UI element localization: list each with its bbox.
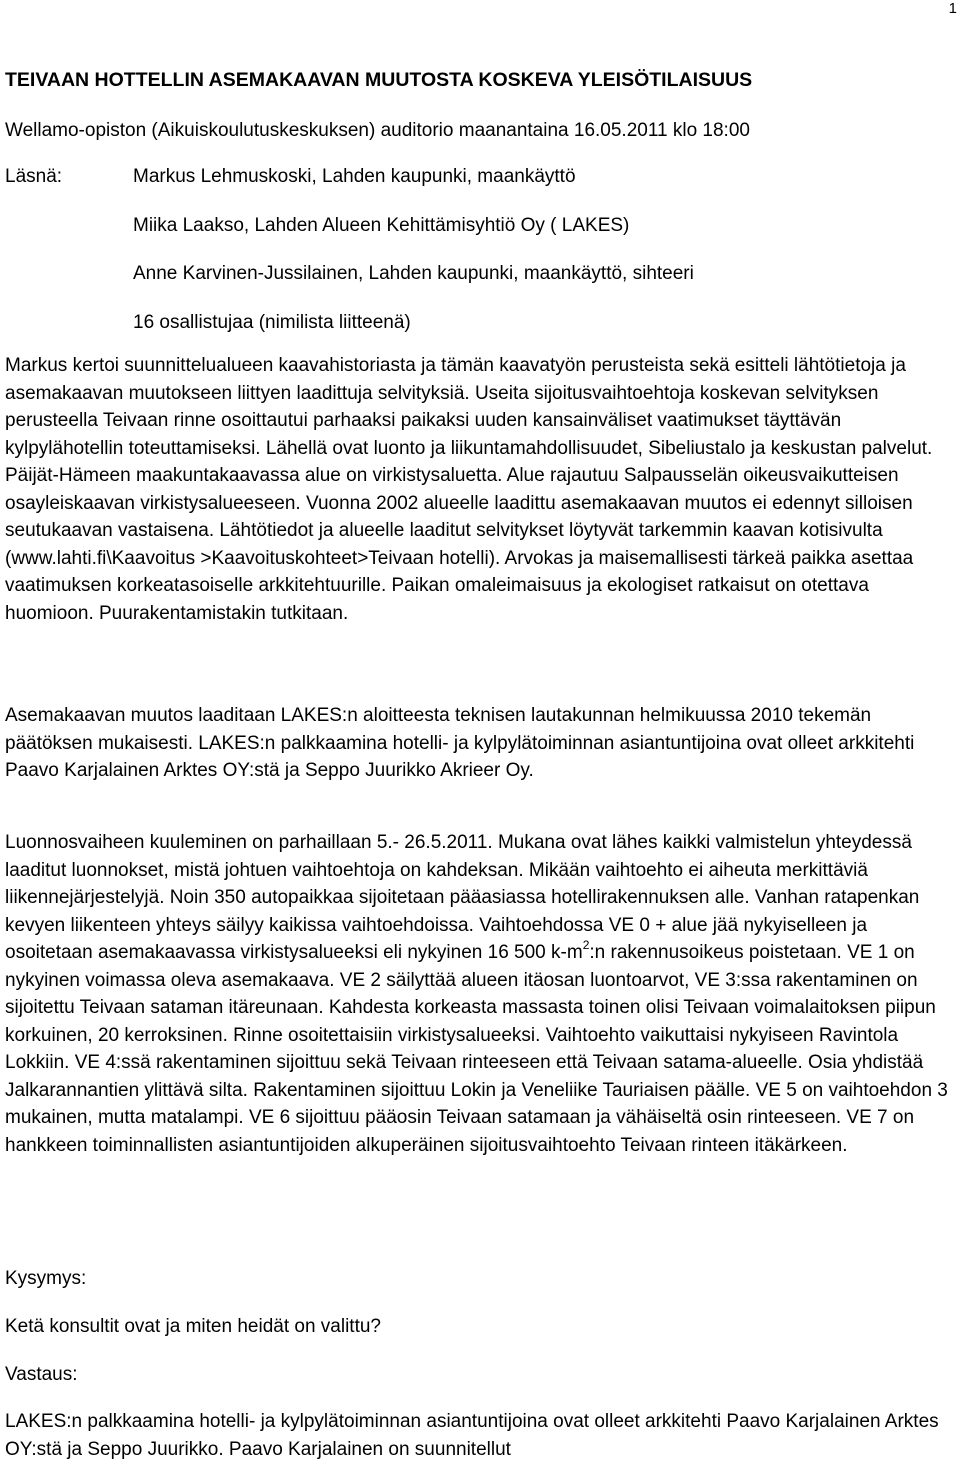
present-label: Läsnä: (5, 166, 63, 187)
answer-text: LAKES:n palkkaamina hotelli- ja kylpylätoiminnan asiantuntijoina ovat olleet arkkitehti Paavo Karjalainen Arktes OY:stä ja Seppo Juurikko. Paavo Karjalainen on suunnitellut (5, 1411, 939, 1460)
page-number: 1 (948, 0, 957, 17)
attendee-item: Anne Karvinen-Jussilainen, Lahden kaupunki, maankäyttö, sihteeri (133, 263, 694, 284)
paragraph-alternatives (5, 829, 953, 1159)
attendee-list (133, 163, 694, 357)
question-text: Ketä konsultit ovat ja miten heidät on valittu? (5, 1316, 382, 1337)
attendee-item: 16 osallistujaa (nimilista liitteenä) (133, 311, 411, 333)
question-label: Kysymys: (5, 1268, 87, 1289)
square-superscript: 2 (582, 937, 590, 952)
paragraph-alternatives-text-1: Luonnosvaiheen kuuleminen on parhaillaan 5.- 26.5.2011. Mukana ovat lähes kaikki valmistelun yhteydessä laaditut luonnokset, mistä johtuen vaihtoehtoja on kahdeksan. Mikään vaihtoehto ei aiheuta merkittäviä liikennejärjestelyjä. Noin 350 autopaikkaa sijoitetaan pääasiassa hotellirakennuksen alle. Vanhan ratapenkan kevyen liikenteen yhteys säilyy kaikissa vaihtoehdoissa. Vaihtoehdossa VE 0 + alue jää nykyiselleen ja osoitetaan asemakaavassa virkistysalueeksi eli nykyinen 16 500 k-m (5, 832, 920, 963)
meeting-info: Wellamo-opiston (Aikuiskoulutuskeskuksen) auditorio maanantaina 16.05.2011 klo 18:00 (5, 120, 750, 141)
attendee-item: Miika Laakso, Lahden Alueen Kehittämisyhtiö Oy ( LAKES) (133, 214, 630, 236)
paragraph-background: Markus kertoi suunnittelualueen kaavahistoriasta ja tämän kaavatyön perusteista sekä esitteli lähtötietoja ja asemakaavan muutokseen liittyen laadittuja selvityksiä. Useita sijoitusvaihtoehtoja koskevan selvityksen perusteella Teivaan rinne osoittautui parhaaksi paikaksi uuden kansainväliset vaatimukset täyttävän kylpylähotellin toteuttamiseksi. Lähellä ovat luonto ja liikuntamahdollisuudet, Sibeliustalo ja keskustan palvelut. Päijät-Hämeen maakuntakaavassa alue on virkistysaluetta. Alue rajautuu Salpausselän oikeusvaikutteisen osayleiskaavan virkistysalueeseen. Vuonna 2002 alueelle laadittu asemakaavan muutos ei edennyt silloisen seutukaavan vastaisena. Lähtötiedot ja alueelle laaditut selvitykset löytyvät tarkemmin kaavan kotisivulta (www.lahti.fi\Kaavoitus >Kaavoituskohteet>Teivaan hotelli). Arvokas ja maisemallisesti tärkeä paikka asettaa vaatimuksen korkeatasoiselle arkkitehtuurille. Paikan omaleimaisuus ja ekologiset ratkaisut on otettava huomioon. Puurakentamistakin tutkitaan. (5, 355, 933, 624)
paragraph-initiative: Asemakaavan muutos laaditaan LAKES:n aloitteesta teknisen lautakunnan helmikuussa 2010 tekemän päätöksen mukaisesti. LAKES:n palkkaamina hotelli- ja kylpylätoiminnan asiantuntijoina ovat olleet arkkitehti Paavo Karjalainen Arktes OY:stä ja Seppo Juurikko Akrieer Oy. (5, 705, 915, 781)
paragraph-alternatives-text-2: :n rakennusoikeus poistetaan. VE 1 on nykyinen voimassa oleva asemakaava. VE 2 säilyttää alueen itäosan luontoarvot, VE 3:ssa rakentaminen on sijoitettu Teivaan sataman itäreunaan. Kahdesta korkeasta massasta toinen olisi Teivaan voimalaitoksen piipun korkuinen, 20 kerroksinen. Rinne osoitettaisiin virkistysalueeksi. Vaihtoehto vaikuttaisi nykyiseen Ravintola Lokkiin. VE 4:ssä rakentaminen sijoittuu sekä Teivaan rinteeseen että Teivaan satama-alueelle. Osia yhdistää Jalkarannantien ylittävä silta. Rakentaminen sijoittuu Lokin ja Veneliike Tauriaisen päälle. VE 5 on vaihtoehdon 3 mukainen, mutta matalampi. VE 6 sijoittuu pääosin Teivaan satamaan ja vähäiseltä osin rinteeseen. VE 7 on hankkeen toiminnallisten asiantuntijoiden alkuperäinen sijoitusvaihtoehto Teivaan rinteen itäkärkeen. (5, 942, 948, 1156)
answer-label: Vastaus: (5, 1364, 78, 1385)
document-title: TEIVAAN HOTTELLIN ASEMAKAAVAN MUUTOSTA KOSKEVA YLEISÖTILAISUUS (5, 69, 753, 91)
attendee-item: Markus Lehmuskoski, Lahden kaupunki, maankäyttö (133, 166, 576, 187)
